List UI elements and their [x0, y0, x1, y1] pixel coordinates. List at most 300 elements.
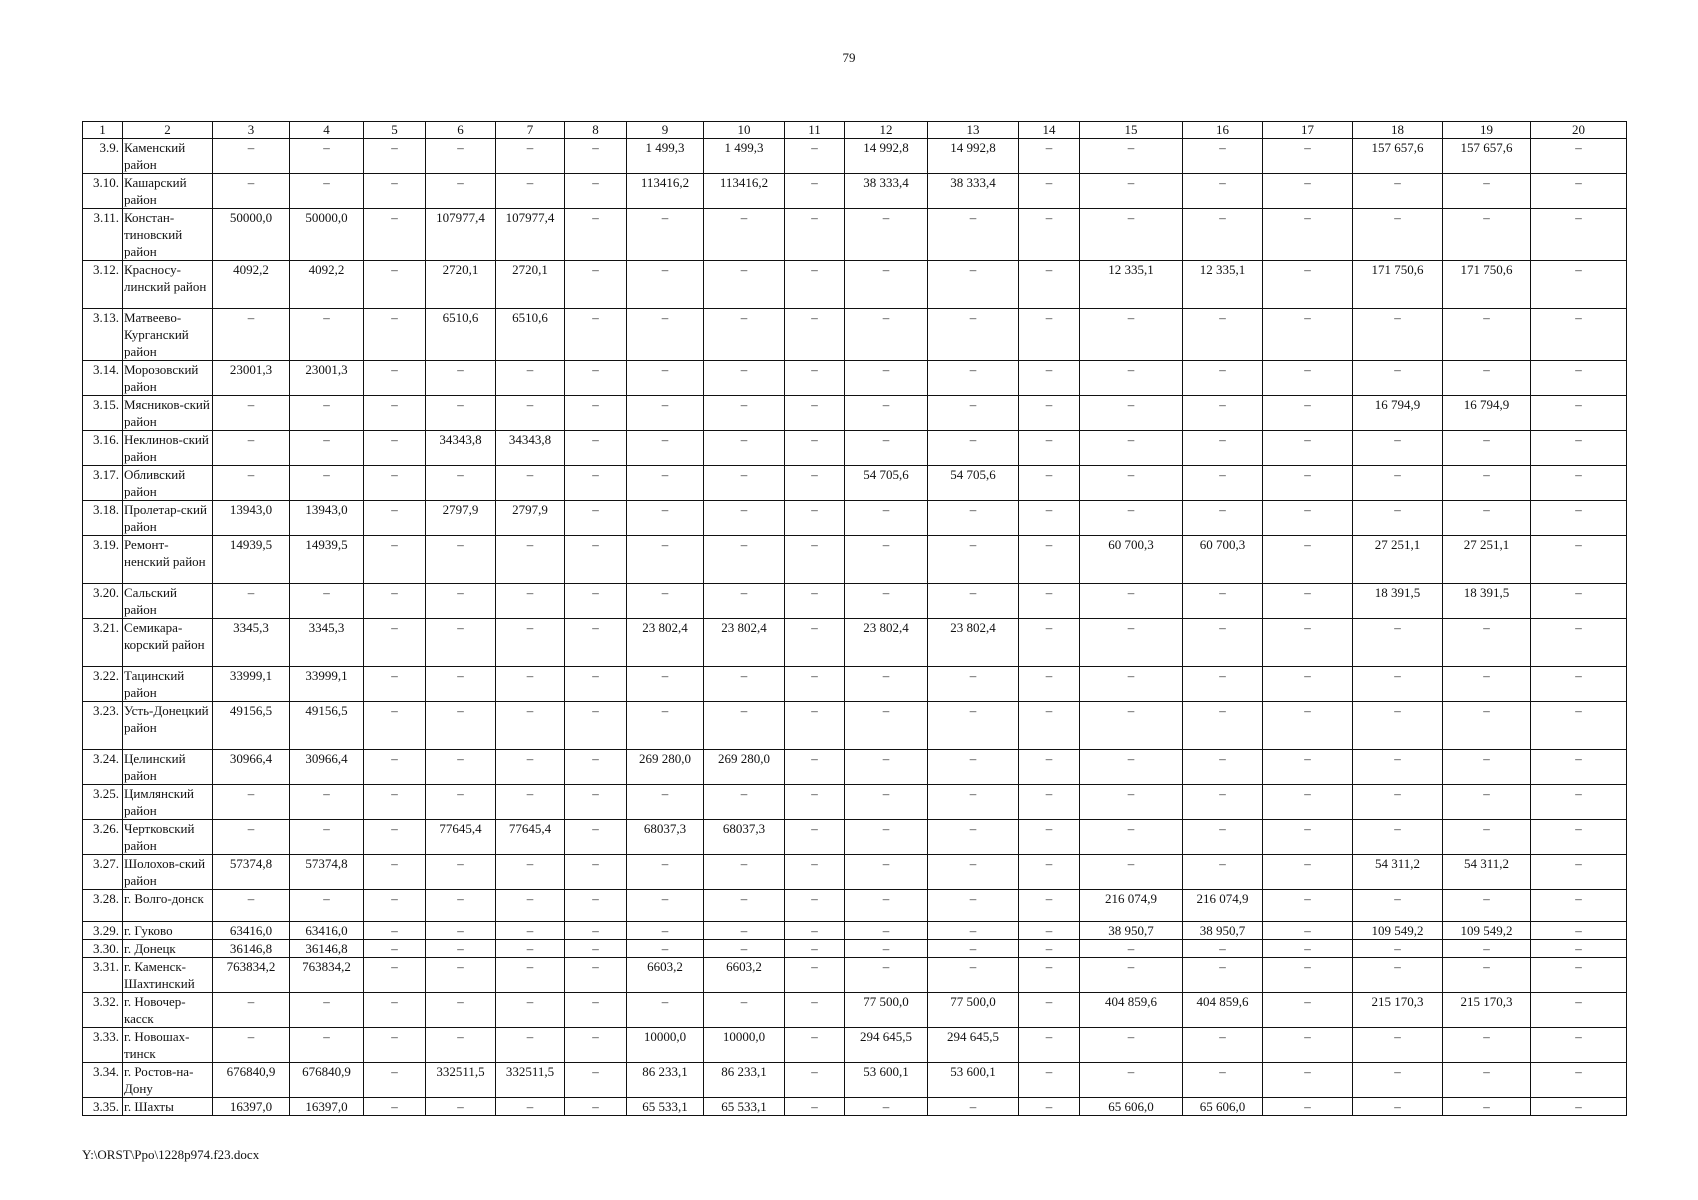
table-cell: – — [364, 1028, 426, 1063]
table-row — [83, 993, 1627, 1028]
table-cell: 23001,3 — [213, 361, 290, 396]
table-cell: – — [496, 1028, 565, 1063]
table-cell: – — [213, 466, 290, 501]
table-cell: – — [496, 174, 565, 209]
district-name: г. Новочер-касск — [123, 993, 213, 1028]
table-cell: – — [565, 922, 627, 940]
table-cell: – — [1531, 261, 1627, 309]
district-name: Чертковский район — [123, 820, 213, 855]
table-row — [83, 209, 1627, 261]
table-cell: – — [845, 261, 928, 309]
table-cell: – — [928, 785, 1019, 820]
table-cell: – — [1183, 466, 1263, 501]
table-cell: – — [565, 993, 627, 1028]
table-cell: – — [213, 309, 290, 361]
table-cell: – — [627, 993, 704, 1028]
table-cell: – — [1531, 922, 1627, 940]
table-cell: – — [928, 309, 1019, 361]
table-cell: 86 233,1 — [704, 1063, 785, 1098]
table-cell: 2720,1 — [426, 261, 496, 309]
table-cell: – — [1019, 536, 1080, 584]
district-name: Ремонт-ненский район — [123, 536, 213, 584]
table-cell: – — [928, 820, 1019, 855]
table-cell: – — [1531, 1098, 1627, 1116]
table-cell: – — [1531, 139, 1627, 174]
table-cell: 16397,0 — [213, 1098, 290, 1116]
table-row — [83, 820, 1627, 855]
district-name: г. Ростов-на-Дону — [123, 1063, 213, 1098]
table-cell: – — [426, 785, 496, 820]
table-cell: – — [928, 431, 1019, 466]
table-cell: – — [785, 466, 845, 501]
table-cell: – — [213, 396, 290, 431]
table-cell: – — [845, 785, 928, 820]
table-cell: – — [565, 667, 627, 702]
table-cell: – — [785, 1028, 845, 1063]
table-cell: – — [627, 431, 704, 466]
table-cell: – — [1531, 584, 1627, 619]
table-cell: – — [627, 855, 704, 890]
table-row — [83, 174, 1627, 209]
table-cell: – — [364, 361, 426, 396]
table-cell: – — [627, 890, 704, 922]
column-number: 16 — [1183, 122, 1263, 139]
table-cell: 65 606,0 — [1183, 1098, 1263, 1116]
table-cell: – — [565, 174, 627, 209]
table-cell: – — [704, 309, 785, 361]
row-number: 3.23. — [83, 702, 123, 750]
table-cell: – — [1263, 1063, 1353, 1098]
table-cell: – — [845, 922, 928, 940]
table-cell: – — [364, 139, 426, 174]
table-cell: – — [426, 174, 496, 209]
table-cell: – — [565, 396, 627, 431]
row-number: 3.28. — [83, 890, 123, 922]
table-cell: – — [364, 309, 426, 361]
table-cell: – — [704, 667, 785, 702]
table-cell: – — [1531, 702, 1627, 750]
table-cell: 10000,0 — [704, 1028, 785, 1063]
table-cell: – — [364, 750, 426, 785]
table-cell: 763834,2 — [290, 958, 364, 993]
table-cell: – — [1443, 361, 1531, 396]
table-cell: – — [1183, 619, 1263, 667]
table-cell: – — [1263, 309, 1353, 361]
table-cell: – — [1080, 309, 1183, 361]
table-row — [83, 890, 1627, 922]
district-name: г. Донецк — [123, 940, 213, 958]
table-cell: – — [785, 702, 845, 750]
table-cell: – — [845, 702, 928, 750]
table-cell: – — [785, 855, 845, 890]
table-cell: 33999,1 — [213, 667, 290, 702]
table-cell: – — [496, 466, 565, 501]
table-cell: – — [426, 396, 496, 431]
table-row — [83, 702, 1627, 750]
table-cell: – — [1353, 940, 1443, 958]
budget-table — [82, 121, 1627, 1116]
table-cell: 113416,2 — [627, 174, 704, 209]
table-cell: – — [845, 309, 928, 361]
table-cell: – — [1183, 174, 1263, 209]
table-cell: 6510,6 — [496, 309, 565, 361]
table-cell: – — [364, 820, 426, 855]
table-cell: – — [785, 667, 845, 702]
table-cell: – — [785, 820, 845, 855]
column-number: 10 — [704, 122, 785, 139]
table-cell: 68037,3 — [627, 820, 704, 855]
table-row — [83, 667, 1627, 702]
table-cell: – — [426, 993, 496, 1028]
table-cell: 54 311,2 — [1443, 855, 1531, 890]
row-number: 3.27. — [83, 855, 123, 890]
table-cell: – — [704, 536, 785, 584]
table-cell: – — [1443, 702, 1531, 750]
table-cell: – — [1183, 396, 1263, 431]
row-number: 3.26. — [83, 820, 123, 855]
table-cell: – — [290, 820, 364, 855]
table-cell: 60 700,3 — [1080, 536, 1183, 584]
table-cell: – — [565, 584, 627, 619]
table-cell: – — [565, 785, 627, 820]
table-cell: – — [627, 667, 704, 702]
table-cell: – — [1353, 309, 1443, 361]
table-row — [83, 922, 1627, 940]
table-cell: – — [1443, 1063, 1531, 1098]
row-number: 3.19. — [83, 536, 123, 584]
row-number: 3.31. — [83, 958, 123, 993]
table-cell: – — [496, 584, 565, 619]
table-cell: – — [1080, 431, 1183, 466]
table-cell: – — [496, 785, 565, 820]
table-cell: – — [290, 584, 364, 619]
table-cell: – — [1353, 209, 1443, 261]
table-cell: – — [928, 750, 1019, 785]
table-cell: – — [627, 785, 704, 820]
table-cell: – — [1531, 431, 1627, 466]
table-cell: – — [426, 584, 496, 619]
table-cell: – — [845, 940, 928, 958]
table-cell: 4092,2 — [290, 261, 364, 309]
table-cell: – — [1531, 667, 1627, 702]
table-cell: – — [565, 940, 627, 958]
table-cell: 49156,5 — [290, 702, 364, 750]
column-number: 1 — [83, 122, 123, 139]
table-cell: – — [845, 958, 928, 993]
table-cell: – — [928, 958, 1019, 993]
table-cell: – — [785, 396, 845, 431]
table-cell: – — [627, 261, 704, 309]
table-cell: – — [1080, 466, 1183, 501]
table-cell: – — [785, 958, 845, 993]
table-cell: – — [1531, 785, 1627, 820]
table-cell: – — [213, 1028, 290, 1063]
table-cell: 1 499,3 — [704, 139, 785, 174]
table-cell: – — [213, 785, 290, 820]
column-number: 6 — [426, 122, 496, 139]
table-cell: – — [1019, 139, 1080, 174]
table-cell: – — [627, 922, 704, 940]
table-cell: 23001,3 — [290, 361, 364, 396]
column-number: 12 — [845, 122, 928, 139]
row-number: 3.15. — [83, 396, 123, 431]
district-name: Кашарский район — [123, 174, 213, 209]
table-cell: – — [785, 890, 845, 922]
table-cell: – — [785, 431, 845, 466]
table-cell: – — [1080, 174, 1183, 209]
table-cell: – — [704, 396, 785, 431]
table-row — [83, 501, 1627, 536]
district-name: г. Волго-донск — [123, 890, 213, 922]
district-name: Цимлянский район — [123, 785, 213, 820]
column-number: 14 — [1019, 122, 1080, 139]
table-cell: – — [928, 209, 1019, 261]
row-number: 3.21. — [83, 619, 123, 667]
table-cell: – — [565, 361, 627, 396]
table-cell: – — [364, 536, 426, 584]
table-cell: – — [1019, 361, 1080, 396]
table-cell: 109 549,2 — [1443, 922, 1531, 940]
table-cell: – — [785, 174, 845, 209]
table-cell: 34343,8 — [496, 431, 565, 466]
table-row — [83, 1098, 1627, 1116]
table-cell: – — [1353, 619, 1443, 667]
table-cell: – — [1353, 667, 1443, 702]
district-name: Мясников-ский район — [123, 396, 213, 431]
table-cell: – — [565, 1063, 627, 1098]
table-cell: – — [704, 466, 785, 501]
table-cell: – — [1531, 209, 1627, 261]
table-cell: – — [1263, 667, 1353, 702]
table-cell: – — [928, 667, 1019, 702]
table-cell: – — [1531, 940, 1627, 958]
table-cell: 2797,9 — [496, 501, 565, 536]
table-cell: – — [290, 993, 364, 1028]
table-cell: – — [496, 855, 565, 890]
table-cell: – — [928, 855, 1019, 890]
table-cell: 50000,0 — [290, 209, 364, 261]
table-cell: – — [1263, 785, 1353, 820]
table-cell: – — [928, 361, 1019, 396]
table-cell: – — [1263, 209, 1353, 261]
table-cell: – — [1019, 309, 1080, 361]
table-cell: – — [785, 1063, 845, 1098]
table-row — [83, 1028, 1627, 1063]
table-cell: 763834,2 — [213, 958, 290, 993]
table-cell: – — [627, 702, 704, 750]
table-cell: – — [785, 139, 845, 174]
table-cell: – — [290, 309, 364, 361]
table-cell: – — [426, 958, 496, 993]
table-cell: – — [1183, 361, 1263, 396]
table-cell: – — [496, 750, 565, 785]
table-cell: – — [627, 309, 704, 361]
table-cell: 109 549,2 — [1353, 922, 1443, 940]
table-cell: – — [1263, 1098, 1353, 1116]
table-cell: 23 802,4 — [928, 619, 1019, 667]
table-cell: – — [565, 702, 627, 750]
table-cell: 12 335,1 — [1183, 261, 1263, 309]
table-cell: – — [704, 785, 785, 820]
table-cell: – — [1019, 174, 1080, 209]
table-cell: – — [364, 785, 426, 820]
table-cell: – — [1263, 855, 1353, 890]
table-cell: – — [785, 261, 845, 309]
table-cell: – — [627, 536, 704, 584]
table-cell: – — [1183, 820, 1263, 855]
table-cell: – — [1080, 139, 1183, 174]
table-cell: – — [426, 890, 496, 922]
row-number: 3.22. — [83, 667, 123, 702]
table-cell: – — [704, 855, 785, 890]
table-cell: – — [1019, 702, 1080, 750]
district-name: Констан-тиновский район — [123, 209, 213, 261]
table-cell: – — [928, 702, 1019, 750]
table-cell: – — [1443, 501, 1531, 536]
table-cell: – — [565, 1028, 627, 1063]
file-path-footer: Y:\ORST\Ppo\1228p974.f23.docx — [82, 1147, 260, 1162]
column-number: 15 — [1080, 122, 1183, 139]
table-cell: – — [785, 209, 845, 261]
table-cell: – — [1183, 584, 1263, 619]
table-cell: – — [565, 466, 627, 501]
table-cell: – — [1019, 619, 1080, 667]
column-number: 19 — [1443, 122, 1531, 139]
table-cell: – — [426, 922, 496, 940]
table-row — [83, 1063, 1627, 1098]
table-cell: – — [627, 584, 704, 619]
table-cell: – — [213, 584, 290, 619]
table-cell: – — [785, 584, 845, 619]
district-name: г. Гуково — [123, 922, 213, 940]
table-cell: – — [496, 702, 565, 750]
table-cell: 294 645,5 — [928, 1028, 1019, 1063]
table-cell: – — [364, 1063, 426, 1098]
table-row — [83, 855, 1627, 890]
table-cell: – — [364, 667, 426, 702]
table-row — [83, 785, 1627, 820]
table-row — [83, 261, 1627, 309]
row-number: 3.11. — [83, 209, 123, 261]
table-cell: 269 280,0 — [627, 750, 704, 785]
table-cell: – — [1443, 785, 1531, 820]
table-cell: – — [1019, 431, 1080, 466]
district-name: Сальский район — [123, 584, 213, 619]
column-number: 3 — [213, 122, 290, 139]
district-name: Обливский район — [123, 466, 213, 501]
table-cell: 23 802,4 — [845, 619, 928, 667]
table-cell: – — [496, 890, 565, 922]
table-cell: – — [1263, 584, 1353, 619]
table-cell: – — [426, 361, 496, 396]
table-cell: – — [1353, 361, 1443, 396]
table-cell: – — [785, 309, 845, 361]
table-cell: 10000,0 — [627, 1028, 704, 1063]
table-cell: – — [1353, 958, 1443, 993]
table-cell: 65 533,1 — [627, 1098, 704, 1116]
table-cell: 171 750,6 — [1443, 261, 1531, 309]
table-cell: – — [785, 785, 845, 820]
table-cell: – — [1080, 750, 1183, 785]
table-cell: – — [1263, 174, 1353, 209]
table-cell: – — [565, 139, 627, 174]
row-number: 3.18. — [83, 501, 123, 536]
table-cell: 30966,4 — [213, 750, 290, 785]
table-cell: – — [1263, 958, 1353, 993]
table-cell: – — [1183, 1028, 1263, 1063]
table-cell: 294 645,5 — [845, 1028, 928, 1063]
table-cell: 38 950,7 — [1080, 922, 1183, 940]
table-cell: – — [1183, 431, 1263, 466]
table-cell: – — [426, 702, 496, 750]
table-cell: – — [1443, 619, 1531, 667]
district-name: Шолохов-ский район — [123, 855, 213, 890]
table-cell: 86 233,1 — [627, 1063, 704, 1098]
table-cell: – — [928, 261, 1019, 309]
table-cell: 215 170,3 — [1443, 993, 1531, 1028]
table-cell: – — [1443, 958, 1531, 993]
table-cell: – — [1019, 261, 1080, 309]
row-number: 3.29. — [83, 922, 123, 940]
table-cell: – — [785, 940, 845, 958]
table-cell: – — [1531, 466, 1627, 501]
row-number: 3.17. — [83, 466, 123, 501]
table-cell: – — [928, 396, 1019, 431]
table-row — [83, 309, 1627, 361]
table-cell: – — [1443, 209, 1531, 261]
table-cell: – — [1019, 1098, 1080, 1116]
table-cell: – — [364, 890, 426, 922]
table-row — [83, 396, 1627, 431]
row-number: 3.12. — [83, 261, 123, 309]
table-cell: – — [426, 855, 496, 890]
table-cell: 38 333,4 — [928, 174, 1019, 209]
table-cell: – — [426, 1028, 496, 1063]
table-cell: 1 499,3 — [627, 139, 704, 174]
table-cell: – — [1443, 466, 1531, 501]
row-number: 3.25. — [83, 785, 123, 820]
table-cell: – — [1080, 958, 1183, 993]
table-cell: 16397,0 — [290, 1098, 364, 1116]
table-cell: – — [364, 993, 426, 1028]
table-cell: 68037,3 — [704, 820, 785, 855]
table-cell: – — [1080, 209, 1183, 261]
table-cell: 3345,3 — [213, 619, 290, 667]
table-cell: 2720,1 — [496, 261, 565, 309]
table-cell: – — [1019, 584, 1080, 619]
table-cell: 63416,0 — [213, 922, 290, 940]
table-cell: – — [1353, 890, 1443, 922]
row-number: 3.9. — [83, 139, 123, 174]
row-number: 3.24. — [83, 750, 123, 785]
table-row — [83, 139, 1627, 174]
table-cell: – — [1080, 855, 1183, 890]
table-cell: – — [845, 536, 928, 584]
table-cell: – — [290, 1028, 364, 1063]
table-cell: – — [1019, 958, 1080, 993]
table-cell: – — [704, 209, 785, 261]
table-cell: – — [1263, 431, 1353, 466]
table-cell: 113416,2 — [704, 174, 785, 209]
table-cell: – — [845, 1098, 928, 1116]
table-cell: – — [565, 1098, 627, 1116]
table-cell: – — [785, 750, 845, 785]
district-name: г. Новошах-тинск — [123, 1028, 213, 1063]
table-cell: – — [1080, 702, 1183, 750]
table-cell: 49156,5 — [213, 702, 290, 750]
table-cell: 12 335,1 — [1080, 261, 1183, 309]
table-cell: 14939,5 — [213, 536, 290, 584]
